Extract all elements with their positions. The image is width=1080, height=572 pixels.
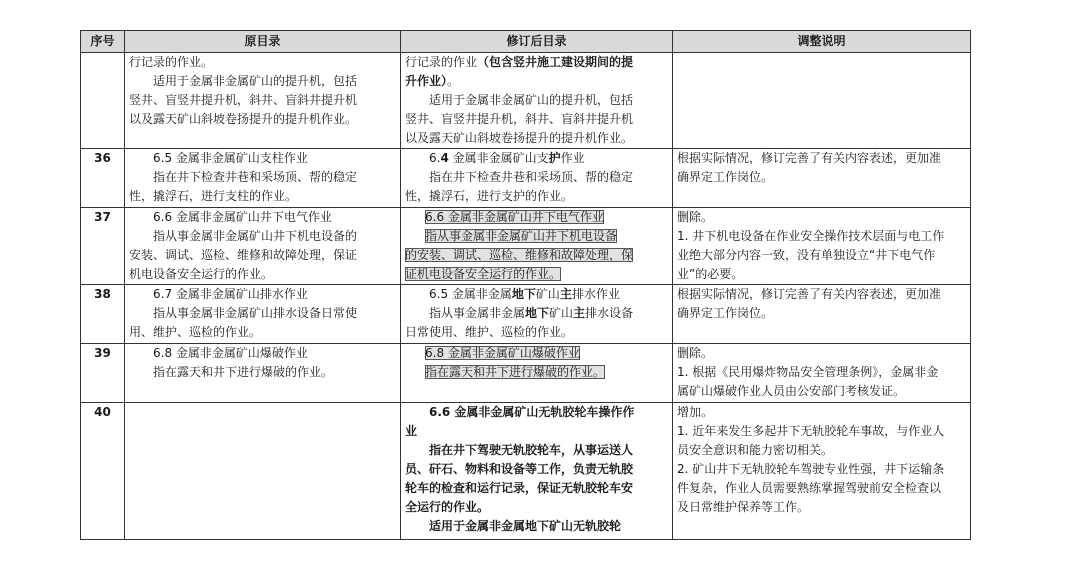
deleted-highlight: 指从事金属非金属矿山井下机电设备 (425, 229, 618, 243)
note-line: 2. 矿山井下无轨胶轮车驾驶专业性强，井下运输条 (677, 462, 945, 476)
deleted-highlight: 6.6 金属非金属矿山井下电气作业 (425, 210, 604, 224)
revised-changed-text: 主 (559, 287, 572, 301)
revised-text: 6. (429, 151, 441, 165)
original-line: 用、维护、巡检的作业。 (129, 325, 262, 339)
note-line: 增加。 (677, 405, 714, 419)
revised-cell (401, 149, 673, 208)
original-line: 性，撬浮石，进行支柱的作业。 (129, 189, 298, 203)
note-line: 属矿山爆破作业人员由公安部门考核发证。 (677, 384, 906, 398)
revised-text: 矿山 (535, 287, 560, 301)
note-line: 1. 近年来发生多起井下无轨胶轮车事故，与作业人 (677, 424, 945, 438)
revised-changed-text: 主 (573, 306, 586, 320)
revised-line (405, 344, 668, 363)
note-line: 根据实际情况，修订完善了有关内容表述，更加准 (677, 151, 942, 165)
note-cell (673, 149, 971, 208)
revised-changed-text: 地下 (511, 287, 536, 301)
original-cell (125, 208, 401, 285)
revised-text: 作业 (560, 151, 585, 165)
note-line: 根据实际情况，修订完善了有关内容表述，更加准 (677, 287, 942, 301)
revised-cell (401, 403, 673, 540)
revised-line: 以及露天矿山斜坡卷扬提升的提升机作业。 (405, 131, 634, 145)
note-line: 确界定工作岗位。 (677, 170, 774, 184)
revised-line (405, 72, 668, 91)
revised-line (405, 149, 668, 168)
row-number: 39 (81, 344, 125, 403)
revised-changed-text: 地下 (525, 306, 550, 320)
table-row (81, 149, 971, 208)
note-line: 件复杂，作业人员需要熟练掌握驾驶前安全检查以 (677, 481, 942, 495)
original-cell (125, 285, 401, 344)
revised-added-line: 轮车的检查和运行记录，保证无轨胶轮车安 (405, 481, 634, 495)
original-line: 指在井下检查井巷和采场顶、帮的稳定 (153, 170, 358, 184)
header-serial-number: 序号 (81, 31, 125, 53)
note-line: 业”的必要。 (677, 267, 744, 281)
table-row (81, 285, 971, 344)
revised-added-line: 适用于金属非金属地下矿山无轨胶轮 (429, 519, 622, 533)
table-row (81, 53, 971, 149)
original-line: 6.6 金属非金属矿山井下电气作业 (153, 210, 332, 224)
revised-cell (401, 285, 673, 344)
revised-added-text: （包含竖井施工建设期间的提 (477, 55, 634, 69)
header-adjustment-note: 调整说明 (673, 31, 971, 53)
original-cell (125, 53, 401, 149)
deleted-highlight: 指在露天和井下进行爆破的作业。 (425, 365, 606, 379)
revised-cell (401, 344, 673, 403)
revised-text: 排水作业 (571, 287, 620, 301)
revised-text: 金属非金属矿山支 (448, 151, 549, 165)
table-row (81, 344, 971, 403)
note-cell (673, 344, 971, 403)
revised-text: 排水设备 (585, 306, 634, 320)
original-line: 6.8 金属非金属矿山爆破作业 (153, 346, 308, 360)
revised-added-line: 业 (405, 424, 418, 438)
row-number: 36 (81, 149, 125, 208)
revised-added-line: 员、矸石、物料和设备等工作，负责无轨胶 (405, 462, 634, 476)
original-line: 安装、调试、巡检、维修和故障处理，保证 (129, 248, 358, 262)
revised-line (405, 53, 668, 72)
table-row (81, 208, 971, 285)
table-header-row (81, 31, 971, 53)
original-line: 机电设备安全运行的作业。 (129, 267, 274, 281)
revised-changed-text: 4 (440, 151, 449, 165)
revised-text: 6.5 金属非金属 (429, 287, 512, 301)
revised-cell (401, 208, 673, 285)
revised-text: 。 (447, 74, 460, 88)
original-line: 以及露天矿山斜坡卷扬提升的提升机作业。 (129, 112, 358, 126)
row-number: 37 (81, 208, 125, 285)
note-line: 及日常维护保养等工作。 (677, 500, 810, 514)
row-number: 40 (81, 403, 125, 540)
original-line: 竖井、盲竖井提升机，斜井、盲斜井提升机 (129, 93, 358, 107)
note-line: 1. 井下机电设备在作业安全操作技术层面与电工作 (677, 229, 945, 243)
table-row (81, 403, 971, 540)
note-line: 删除。 (677, 210, 714, 224)
original-line: 6.7 金属非金属矿山排水作业 (153, 287, 308, 301)
revised-line: 竖井、盲竖井提升机，斜井、盲斜井提升机 (405, 112, 634, 126)
revised-line (405, 208, 668, 227)
deleted-highlight: 的安装、调试、巡检、维修和故障处理，保 (405, 248, 634, 262)
revised-text: 矿山 (549, 306, 574, 320)
note-cell (673, 53, 971, 149)
note-line: 1. 根据《民用爆炸物品安全管理条例》，金属非金 (677, 365, 939, 379)
revised-line: 适用于金属非金属矿山的提升机，包括 (429, 93, 634, 107)
original-line: 6.5 金属非金属矿山支柱作业 (153, 151, 308, 165)
original-cell (125, 403, 401, 540)
revised-line (405, 227, 668, 246)
document-page (80, 30, 1000, 554)
revised-line (405, 304, 668, 323)
note-cell (673, 403, 971, 540)
note-line: 业绝大部分内容一致，没有单独设立“井下电气作 (677, 248, 936, 262)
original-line: 行记录的作业。 (129, 55, 214, 69)
row-number: 38 (81, 285, 125, 344)
header-revised-catalog: 修订后目录 (401, 31, 673, 53)
original-line: 适用于金属非金属矿山的提升机，包括 (153, 74, 358, 88)
revised-changed-text: 护 (548, 151, 561, 165)
row-number (81, 53, 125, 149)
revised-line: 日常使用、维护、巡检的作业。 (405, 325, 574, 339)
revised-added-line: 全运行的作业。 (405, 500, 490, 514)
original-line: 指从事金属非金属矿山排水设备日常使 (153, 306, 358, 320)
revised-added-line: 6.6 金属非金属矿山无轨胶轮车操作作 (429, 405, 635, 419)
note-cell (673, 285, 971, 344)
revised-line: 性，撬浮石，进行支护的作业。 (405, 189, 574, 203)
revised-line (405, 285, 668, 304)
revised-text: 指从事金属非金属 (429, 306, 526, 320)
revised-line: 指在井下检查井巷和采场顶、帮的稳定 (429, 170, 634, 184)
original-cell (125, 344, 401, 403)
original-line: 指在露天和井下进行爆破的作业。 (153, 365, 334, 379)
deleted-highlight: 证机电设备安全运行的作业。 (405, 267, 562, 281)
revised-line (405, 265, 668, 284)
revised-line (405, 246, 668, 265)
header-original-catalog: 原目录 (125, 31, 401, 53)
note-line: 员安全意识和能力密切相关。 (677, 443, 834, 457)
original-line: 指从事金属非金属矿山井下机电设备的 (153, 229, 358, 243)
revised-added-text: 升作业） (405, 74, 448, 88)
note-cell (673, 208, 971, 285)
note-line: 删除。 (677, 346, 714, 360)
catalog-revision-table (80, 30, 971, 540)
note-line: 确界定工作岗位。 (677, 306, 774, 320)
deleted-highlight: 6.8 金属非金属矿山爆破作业 (425, 346, 580, 360)
original-cell (125, 149, 401, 208)
revised-line (405, 363, 668, 382)
revised-cell (401, 53, 673, 149)
revised-added-line: 指在井下驾驶无轨胶轮车，从事运送人 (429, 443, 634, 457)
revised-text: 行记录的作业 (405, 55, 478, 69)
